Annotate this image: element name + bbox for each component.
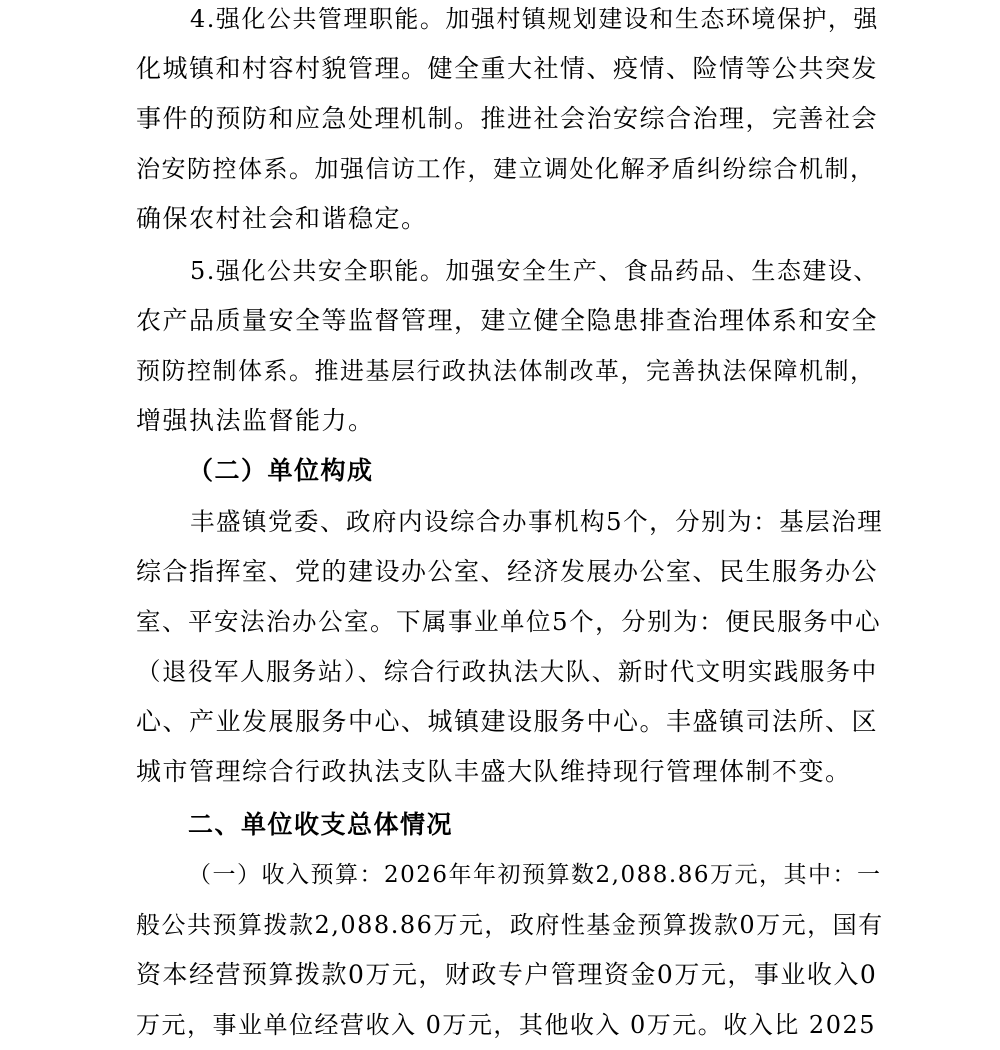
- paragraph-line: 丰盛镇党委、政府内设综合办事机构5个，分别为：基层治理: [190, 507, 884, 536]
- paragraph-line: 资本经营预算拨款0万元，财政专户管理资金0万元，事业收入0: [136, 960, 878, 989]
- paragraph-line: 般公共预算拨款2,088.86万元，政府性基金预算拨款0万元，国有: [136, 911, 884, 939]
- paragraph-line: 室、平安法治办公室。下属事业单位5个，分别为：便民服务中心: [136, 607, 882, 636]
- paragraph-line: 农产品质量安全等监督管理，建立健全隐患排查治理体系和安全: [136, 306, 879, 335]
- paragraph-line: （一）收入预算：2026年年初预算数2,088.86万元，其中：一: [188, 862, 882, 888]
- paragraph-line: 增强执法监督能力。: [136, 406, 375, 435]
- paragraph-line: 5.强化公共安全职能。加强安全生产、食品药品、生态建设、: [190, 257, 879, 285]
- paragraph-line: 综合指挥室、党的建设办公室、经济发展办公室、民生服务办公: [136, 557, 879, 586]
- paragraph-line: 城市管理综合行政执法支队丰盛大队维持现行管理体制不变。: [136, 757, 852, 786]
- paragraph-line: 心、产业发展服务中心、城镇建设服务中心。丰盛镇司法所、区: [136, 707, 879, 736]
- paragraph-line: 事件的预防和应急处理机制。推进社会治安综合治理，完善社会: [136, 104, 879, 133]
- paragraph-line: （退役军人服务站）、综合行政执法大队、新时代文明实践服务中: [136, 657, 878, 686]
- paragraph-line: 化城镇和村容村貌管理。健全重大社情、疫情、险情等公共突发: [136, 54, 879, 83]
- paragraph-line: 4.强化公共管理职能。加强村镇规划建设和生态环境保护，强: [190, 5, 879, 33]
- paragraph-line: 治安防控体系。加强信访工作，建立调处化解矛盾纠纷综合机制，: [136, 155, 876, 183]
- paragraph-line: 确保农村社会和谐稳定。: [136, 204, 428, 233]
- paragraph-line: 预防控制体系。推进基层行政执法体制改革，完善执法保障机制，: [136, 357, 876, 385]
- paragraph-line: 万元，事业单位经营收入 0万元，其他收入 0万元。收入比 2025: [136, 1011, 877, 1039]
- section-heading: （二）单位构成: [188, 456, 374, 485]
- section-heading: 二、单位收支总体情况: [188, 810, 454, 839]
